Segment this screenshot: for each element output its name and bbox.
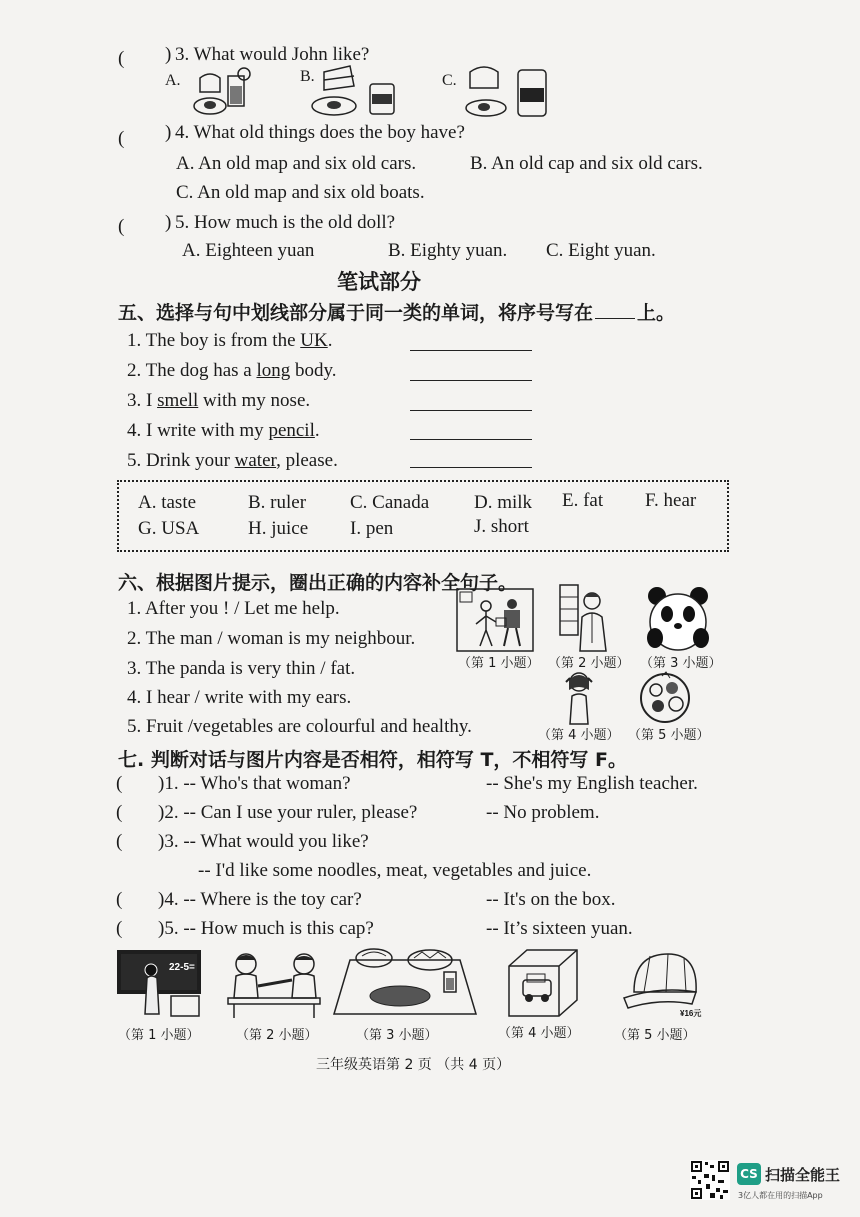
section5-title <box>118 298 675 325</box>
section6-item-2: 2. The man / woman is my neighbour. <box>127 628 416 649</box>
section5-item-1: 1. The boy is from the UK. <box>127 330 333 351</box>
picture-girl-hearing <box>562 670 596 726</box>
section6-caption-2: （第 2 小题） <box>548 656 630 671</box>
page-footer: 三年级英语第 2 页 （共 4 页） <box>316 1057 511 1073</box>
s7-question-3: )3. -- What would you like? <box>158 831 369 852</box>
s7-question-2: )2. -- Can I use your ruler, please? <box>158 802 418 823</box>
section7-caption-2: （第 2 小题） <box>236 1028 318 1043</box>
section7-title: 七. 判断对话与图片内容是否相符，相符写 T，不相符写 F。 <box>118 749 628 771</box>
picture-neighbour-man <box>558 583 610 653</box>
section6-caption-1: （第 1 小题） <box>458 656 540 671</box>
section7-caption-3: （第 3 小题） <box>356 1028 438 1043</box>
picture-toy-car-box <box>505 944 581 1018</box>
word-bank-box <box>117 480 729 552</box>
underlined-word: water <box>234 450 277 471</box>
word-bank-f: F. hear <box>645 490 697 511</box>
word-bank-c: C. Canada <box>350 492 430 513</box>
section5-title-pre: 五、选择与句中划线部分属于同一类的单词，将序号写在 <box>118 302 594 324</box>
blackboard-text: 22-5= <box>169 962 195 973</box>
section6-item-5: 5. Fruit /vegetables are colourful and healthy. <box>127 716 472 737</box>
s7-answer-3: -- I'd like some noodles, meat, vegetables and juice. <box>198 860 592 881</box>
section6-caption-4: （第 4 小题） <box>538 728 620 743</box>
q4-question: 4. What old things does the boy have? <box>175 122 465 143</box>
section7-caption-4: （第 4 小题） <box>498 1026 580 1041</box>
s7-paren-1: ( <box>116 773 123 794</box>
q5-option-a: A. Eighteen yuan <box>182 240 315 261</box>
section7-caption-1: （第 1 小题） <box>118 1028 200 1043</box>
section5-title-blank <box>595 304 635 319</box>
answer-blank-1[interactable] <box>410 350 532 351</box>
q3-picture-b <box>310 62 400 118</box>
q3-opt-b: B. <box>300 68 315 85</box>
s7-answer-1: -- She's my English teacher. <box>486 773 698 794</box>
word-bank-d: D. milk <box>474 492 533 513</box>
section6-item-1: 1. After you ! / Let me help. <box>127 598 340 619</box>
answer-blank-3[interactable] <box>410 410 532 411</box>
word-bank-b: B. ruler <box>248 492 307 513</box>
word-bank-h: H. juice <box>248 518 309 539</box>
answer-blank-4[interactable] <box>410 439 532 440</box>
s7-answer-4: -- It's on the box. <box>486 889 616 910</box>
q3-opt-a: A. <box>165 72 181 89</box>
section5-item-5: 5. Drink your water, please. <box>127 450 338 471</box>
picture-helping-people <box>456 588 534 652</box>
word-bank-a: A. taste <box>138 492 197 513</box>
word-bank-g: G. USA <box>138 518 200 539</box>
word-bank-j: J. short <box>474 516 529 537</box>
s7-answer-5: -- It’s sixteen yuan. <box>486 918 633 939</box>
section6-title: 六、根据图片提示，圈出正确的内容补全句子。 <box>118 572 518 594</box>
picture-kids-ruler <box>224 950 324 1020</box>
s7-paren-4: ( <box>116 889 123 910</box>
q4-paren: ( <box>118 128 125 149</box>
s7-answer-2: -- No problem. <box>486 802 600 823</box>
q4-option-b: B. An old cap and six old cars. <box>470 153 703 174</box>
picture-food-tray <box>330 946 480 1018</box>
word-bank-e: E. fat <box>562 490 604 511</box>
s7-question-4: )4. -- Where is the toy car? <box>158 889 362 910</box>
price-tag: ¥16元 <box>680 1009 702 1018</box>
section6-caption-3: （第 3 小题） <box>640 656 722 671</box>
word-bank-i: I. pen <box>350 518 394 539</box>
answer-blank-2[interactable] <box>410 380 532 381</box>
underlined-word: smell <box>157 390 199 411</box>
q3-question: 3. What would John like? <box>175 44 370 65</box>
q4-option-a: A. An old map and six old cars. <box>176 153 417 174</box>
picture-cap <box>620 946 704 1018</box>
s7-paren-2: ( <box>116 802 123 823</box>
q3-opt-c: C. <box>442 72 457 89</box>
q5-option-c: C. Eight yuan. <box>546 240 656 261</box>
camscanner-brand: 扫描全能王 <box>765 1166 841 1184</box>
q3-paren-close: ) <box>165 44 172 65</box>
picture-teacher-blackboard <box>115 946 203 1020</box>
s7-paren-5: ( <box>116 918 123 939</box>
camscanner-logo-icon: CS <box>737 1163 761 1185</box>
section6-item-3: 3. The panda is very thin / fat. <box>127 658 356 679</box>
picture-fruit-bowl <box>636 670 694 724</box>
underlined-word: pencil <box>268 420 315 441</box>
underlined-word: UK <box>300 330 328 351</box>
q4-option-c: C. An old map and six old boats. <box>176 182 425 203</box>
section5-item-2: 2. The dog has a long body. <box>127 360 337 381</box>
q5-question: 5. How much is the old doll? <box>175 212 396 233</box>
q4-paren-close: ) <box>165 122 172 143</box>
q3-paren: ( <box>118 48 125 69</box>
picture-fat-panda <box>645 584 711 652</box>
section5-item-4: 4. I write with my pencil. <box>127 420 320 441</box>
written-section-title: 笔试部分 <box>337 270 421 294</box>
q5-paren-close: ) <box>165 212 172 233</box>
q3-picture-a <box>192 66 258 118</box>
q3-picture-c <box>462 60 552 120</box>
s7-question-1: )1. -- Who's that woman? <box>158 773 351 794</box>
section5-item-3: 3. I smell with my nose. <box>127 390 311 411</box>
answer-blank-5[interactable] <box>410 467 532 468</box>
qr-code-icon <box>690 1160 730 1200</box>
q5-option-b: B. Eighty yuan. <box>388 240 508 261</box>
section7-caption-5: （第 5 小题） <box>614 1028 696 1043</box>
s7-paren-3: ( <box>116 831 123 852</box>
section6-caption-5: （第 5 小题） <box>628 728 710 743</box>
s7-question-5: )5. -- How much is this cap? <box>158 918 374 939</box>
section5-title-post: 上。 <box>637 302 676 324</box>
q5-paren: ( <box>118 216 125 237</box>
section6-item-4: 4. I hear / write with my ears. <box>127 687 352 708</box>
camscanner-tagline: 3亿人都在用的扫描App <box>738 1191 823 1200</box>
underlined-word: long <box>256 360 291 381</box>
